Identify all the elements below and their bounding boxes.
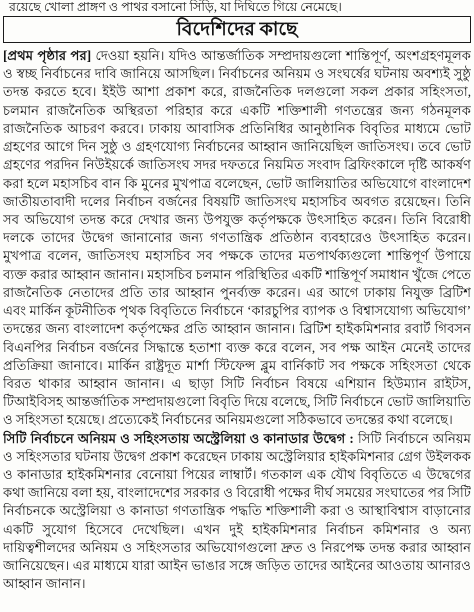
- previous-article-last-line: রয়েছে খোলা প্রাঙ্গণ ও পাথর বসানো সিঁড়ি, যা দিঘিতে গিয়ে নেমেছে।: [9, 0, 342, 14]
- paragraph-continued-from-front-page: [3, 47, 471, 430]
- headline-box: [3, 16, 471, 43]
- paragraph-australia-canada-concern: [3, 430, 471, 594]
- article-body: [3, 47, 471, 609]
- headline: বিদেশিদের কাছে: [176, 19, 298, 40]
- continuation-marker: [প্রথম পৃষ্ঠার পর]: [3, 48, 92, 63]
- paragraph-text: দেওয়া হয়নি। যদিও আন্তর্জাতিক সম্প্রদায়গুলো শান্তিপূর্ণ, অংশগ্রহণমূলক ও স্বচ্ছ নির্বাচনের দাবি জানিয়ে আসছিল। নির্বাচনের অনিয়ম ও সংঘর্ষের ঘটনায় অবশ্যই সুষ্ঠু তদন্ত করতে হবে। ইইউ আশা প্রকাশ করে, রাজনৈতিক দলগুলো সকল প্রকার সহিংসতা, চলমান রাজনৈতিক অস্থিরতা পরিহার করে একটি শক্তিশালী গণতন্ত্রের জন্য গঠনমূলক রাজনৈতিক আচরণ করবে। ঢাকায় আবাসিক প্রতিনিধির আনুষ্ঠানিক বিবৃতির মাধ্যমে ভোট গ্রহণের আগে দিন সুষ্ঠু ও গ্রহণযোগ্য নির্বাচনের আহ্বান জানিয়েছিল জাতিসংঘ। তবে ভোট গ্রহণের পরদিন নিউইয়র্কে জাতিসংঘ সদর দফতরে নিয়মিত সংবাদ ব্রিফিংকালে দৃষ্টি আকর্ষণ করা হলে মহাসচিব বান কি মুনের মুখপাত্র বলেছেন, ভোট জালিয়াতির অভিযোগে বাংলাদেশ জাতীয়তাবাদী দলের নির্বাচন বর্জনের বিষয়টি জাতিসংঘ মহাসচিব অবগত রয়েছেন। তিনি সব অভিযোগ তদন্ত করে দেখার জন্য উপযুক্ত কর্তৃপক্ষকে উৎসাহিত করেন। তিনি বিরোধী দলকে তাদের উদ্বেগ জানানোর জন্য গণতান্ত্রিক প্রতিষ্ঠান ব্যবহারেও উৎসাহিত করেন। মুখপাত্র বলেন, জাতিসংঘ মহাসচিব সব পক্ষকে তাদের মতপার্থক্যগুলো শান্তিপূর্ণ উপায়ে ব্যক্ত করার আহ্বান জানান। মহাসচিব চলমান পরিস্থিতির একটি শান্তিপূর্ণ সমাধান খুঁজে পেতে রাজনৈতিক নেতাদের প্রতি তার আহ্বান পুনর্ব্যক্ত করেন। এর আগে ঢাকায় নিযুক্ত ব্রিটিশ এবং মার্কিন কূটনীতিক পৃথক বিবৃতিতে নির্বাচনে ‘কারচুপির ব্যাপক ও বিশ্বাসযোগ্য অভিযোগ’ তদন্তের জন্য বাংলাদেশ কর্তৃপক্ষের প্রতি আহ্বান জানান। ব্রিটিশ হাইকমিশনার রবার্ট গিবসন বিএনপির নির্বাচন বর্জনের সিদ্ধান্তে হতাশা ব্যক্ত করে বলেন, সব পক্ষ আইন মেনেই তাদের প্রতিক্রিয়া জানাবে। মার্কিন রাষ্ট্রদূত মার্শা স্টিফেন্স ব্লুম বার্নিকাট সব পক্ষকে সহিংসতা থেকে বিরত থাকার আহ্বান জানান। এ ছাড়া সিটি নির্বাচন বিষয়ে এশিয়ান হিউম্যান রাইটস, টিআইবিসহ আন্তর্জাতিক সম্প্রদায়গুলো বিবৃতি দিয়ে বলেছে, সিটি নির্বাচনে ভোট জালিয়াতি ও সহিংসতা হয়েছে। প্রত্যেকেই নির্বাচনের অনিয়মগুলো সঠিকভাবে তদন্তের কথা বলেছে।: [3, 48, 471, 428]
- paragraph-text: সিটি নির্বাচনে অনিয়ম ও সহিংসতার ঘটনায় উদ্বেগ প্রকাশ করেছেন ঢাকায় অস্ট্রেলিয়ার হাইকমিশনার গ্রেগ উইলকক ও কানাডার হাইকমিশনার বেনোয়া পিয়ের লাম্বার্ট। গতকাল এক যৌথ বিবৃতিতে এ উদ্বেগের কথা জানিয়ে বলা হয়, বাংলাদেশের সরকার ও বিরোধী পক্ষের দীর্ঘ সময়ের সংঘাতের পর সিটি নির্বাচনকে অস্ট্রেলিয়া ও কানাডা গণতান্ত্রিক পদ্ধতি শক্তিশালী করা ও আস্থাবিশ্বাস বাড়ানোর একটি সুযোগ হিসেবে দেখেছিল। এখন দুই হাইকমিশনার নির্বাচন কমিশনার ও অন্য দায়িত্বশীলদের অনিয়ম ও সহিংসতার অভিযোগগুলো দ্রুত ও নিরপেক্ষ তদন্ত করার আহ্বান জানিয়েছেন। এর মাধ্যমে যারা আইন ভাঙার সঙ্গে জড়িত তাদের আইনের আওতায় আনারও আহ্বান জানান।: [3, 430, 471, 592]
- subhead-lead-in: সিটি নির্বাচনে অনিয়ম ও সহিংসতায় অস্ট্রেলিয়া ও কানাডার উদ্বেগ :: [3, 430, 354, 446]
